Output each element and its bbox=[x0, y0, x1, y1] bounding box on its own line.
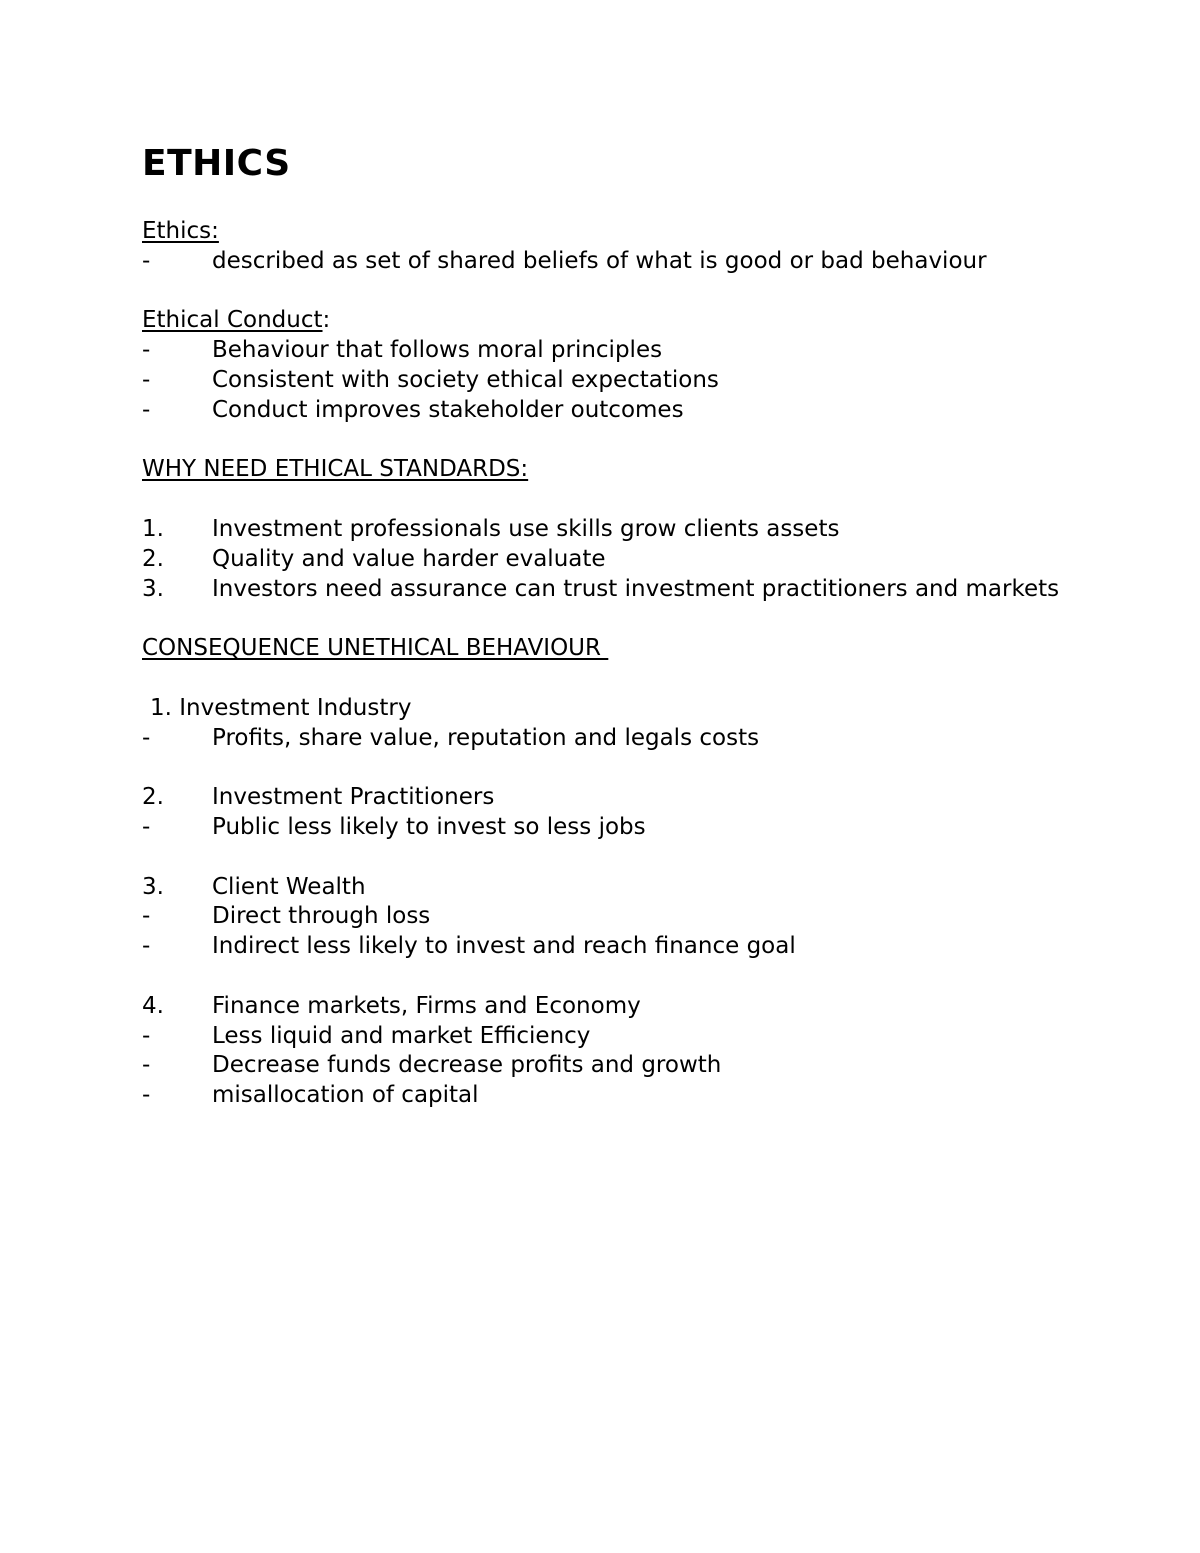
numbered-item-text: Investors need assurance can trust investment practitioners and markets bbox=[212, 575, 1060, 602]
ethics-heading-text: Ethics: bbox=[142, 218, 219, 244]
list-item-text: Less liquid and market Efficiency bbox=[212, 1022, 591, 1049]
list-item-text: Profits, share value, reputation and legals costs bbox=[212, 724, 760, 751]
list-item bbox=[142, 396, 1062, 426]
page-title: ETHICS bbox=[142, 143, 291, 184]
list-item bbox=[142, 336, 1062, 366]
bullet-dash: - bbox=[142, 366, 151, 393]
item-number: 1. bbox=[150, 694, 172, 721]
bullet-dash: - bbox=[142, 247, 151, 274]
bullet-dash: - bbox=[142, 933, 151, 960]
bullet-dash: - bbox=[142, 903, 151, 930]
item-number: 2. bbox=[142, 545, 164, 572]
list-item-text: Consistent with society ethical expectations bbox=[212, 366, 719, 393]
ethics-definition-text: described as set of shared beliefs of what is good or bad behaviour bbox=[212, 247, 987, 274]
item-number: 4. bbox=[142, 992, 164, 1019]
bullet-dash: - bbox=[142, 724, 151, 751]
ethics-heading bbox=[142, 217, 1062, 247]
group-title-text: Client Wealth bbox=[212, 873, 366, 900]
group-title-text: Investment Industry bbox=[179, 694, 412, 721]
bullet-dash: - bbox=[142, 337, 151, 364]
consequence-heading-text: CONSEQUENCE UNETHICAL BEHAVIOUR bbox=[142, 635, 609, 662]
list-item bbox=[142, 1022, 1062, 1052]
list-item-text: Indirect less likely to invest and reach finance goal bbox=[212, 933, 796, 960]
list-item-text: Decrease funds decrease profits and growth bbox=[212, 1052, 722, 1079]
bullet-dash: - bbox=[142, 1082, 151, 1109]
group-title-text: Finance markets, Firms and Economy bbox=[212, 992, 641, 1019]
conduct-heading bbox=[142, 306, 1062, 336]
list-item-text: Conduct improves stakeholder outcomes bbox=[212, 396, 684, 423]
item-number: 1. bbox=[142, 515, 164, 542]
numbered-item bbox=[142, 515, 1062, 545]
list-item-text: Public less likely to invest so less jobs bbox=[212, 813, 646, 840]
item-number: 3. bbox=[142, 873, 164, 900]
list-item-text: Direct through loss bbox=[212, 903, 431, 930]
list-item-text: Behaviour that follows moral principles bbox=[212, 337, 663, 364]
numbered-item-text: Quality and value harder evaluate bbox=[212, 545, 606, 572]
bullet-dash: - bbox=[142, 396, 151, 423]
list-item bbox=[142, 724, 1062, 754]
list-item-text: misallocation of capital bbox=[212, 1082, 479, 1109]
bullet-dash: - bbox=[142, 813, 151, 840]
consequence-group-title bbox=[142, 992, 1062, 1022]
why-heading-text: WHY NEED ETHICAL STANDARDS: bbox=[142, 456, 529, 483]
list-item bbox=[142, 366, 1062, 396]
bullet-dash: - bbox=[142, 1022, 151, 1049]
list-item bbox=[142, 1081, 1062, 1111]
consequence-group-title bbox=[142, 873, 1062, 903]
list-item bbox=[142, 902, 1062, 932]
list-item bbox=[142, 813, 1062, 843]
item-number: 3. bbox=[142, 575, 164, 602]
numbered-item bbox=[142, 545, 1062, 575]
list-item bbox=[142, 932, 1062, 962]
item-number: 2. bbox=[142, 784, 164, 811]
consequence-group-title bbox=[142, 783, 1062, 813]
why-heading bbox=[142, 455, 1062, 485]
document-page bbox=[142, 140, 1062, 1111]
bullet-dash: - bbox=[142, 1052, 151, 1079]
numbered-item bbox=[142, 575, 1062, 605]
ethics-definition bbox=[142, 247, 1062, 277]
numbered-item-text: Investment professionals use skills grow clients assets bbox=[212, 515, 840, 542]
consequence-heading bbox=[142, 634, 1062, 664]
list-item bbox=[142, 1051, 1062, 1081]
conduct-heading-suffix: : bbox=[322, 307, 331, 334]
group-title-text: Investment Practitioners bbox=[212, 784, 495, 811]
consequence-group-title bbox=[142, 694, 1062, 724]
conduct-heading-text: Ethical Conduct bbox=[142, 307, 323, 334]
